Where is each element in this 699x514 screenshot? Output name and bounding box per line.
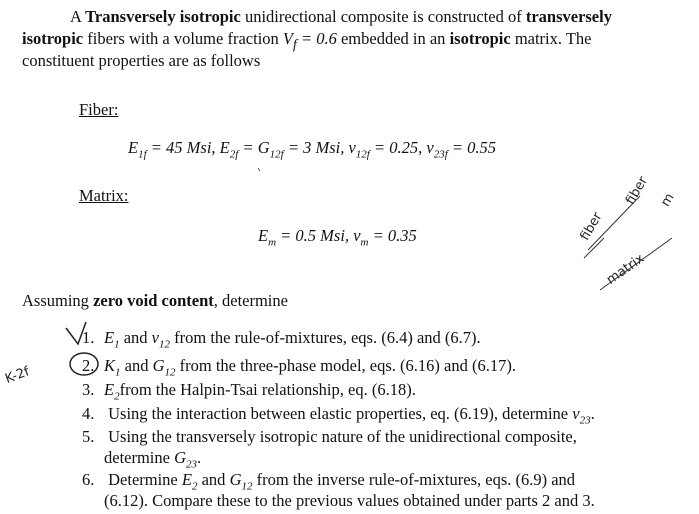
list-item: 1. $E_1$ and $\nu_{12}$ from the rule-of-mixtures, eqs. (6.4) and (6.7).	[82, 328, 481, 351]
assume-line: Assuming zero void content, determine	[22, 291, 288, 310]
matrix-heading: Matrix:	[79, 186, 129, 205]
intro-text: fibers with a volume fraction	[83, 29, 283, 48]
side-note: fiber	[577, 209, 606, 244]
checkmark-icon	[66, 322, 86, 344]
circle-mark	[70, 353, 98, 375]
list-item-continuation: determine $G_{23}$.	[104, 448, 202, 471]
list-item: 6. Determine $E_2$ and $G_{12}$ from the inverse rule-of-mixtures, eqs. (6.9) and	[82, 470, 576, 493]
fiber-properties: $E_{1f} = 45$ Msi, $E_{2f} = G_{12f} = 3$ Msi, $\nu_{12f} = 0.25$, $\nu_{23f} = 0.55$	[128, 138, 497, 161]
list-item: 3. $E_2from$ the Halpin-Tsai relationship, eq. (6.18).	[82, 380, 416, 403]
intro-text: embedded in an	[336, 29, 450, 48]
intro-bold: transversely	[525, 7, 612, 26]
vf-value: = 0.6	[296, 29, 337, 48]
side-note: matrix	[603, 251, 648, 288]
list-item: 2. $K_1$ and $G_{12}$ from the three-phase model, eqs. (6.16) and (6.17).	[82, 356, 516, 379]
side-note: m	[658, 190, 678, 210]
margin-note: K-2f	[3, 364, 32, 387]
list-item-continuation: (6.12). Compare these to the previous values obtained under parts 2 and 3.	[104, 491, 595, 510]
matrix-properties: $E_m = 0.5$ Msi, $\nu_m = 0.35$	[258, 226, 417, 249]
intro-bold: isotropic	[22, 29, 84, 48]
intro-text: A	[70, 7, 86, 26]
intro-text: unidirectional composite is constructed of	[240, 7, 526, 26]
intro-text: constituent properties are as follows	[22, 51, 261, 70]
intro-text: matrix. The	[510, 29, 592, 48]
fiber-heading: Fiber:	[79, 100, 119, 119]
list-item: 4. Using the interaction between elastic properties, eq. (6.19), determine $\nu_{23}$.	[82, 404, 595, 427]
intro-bold: isotropic	[449, 29, 511, 48]
side-note: fiber	[623, 174, 652, 208]
list-item: 5. Using the transversely isotropic nature of the unidirectional composite,	[82, 427, 577, 446]
scribble-stroke	[600, 238, 672, 290]
vf-symbol: $V_f$	[282, 29, 297, 52]
stray-mark	[258, 168, 260, 171]
intro-bold: Transversely isotropic	[85, 7, 241, 26]
